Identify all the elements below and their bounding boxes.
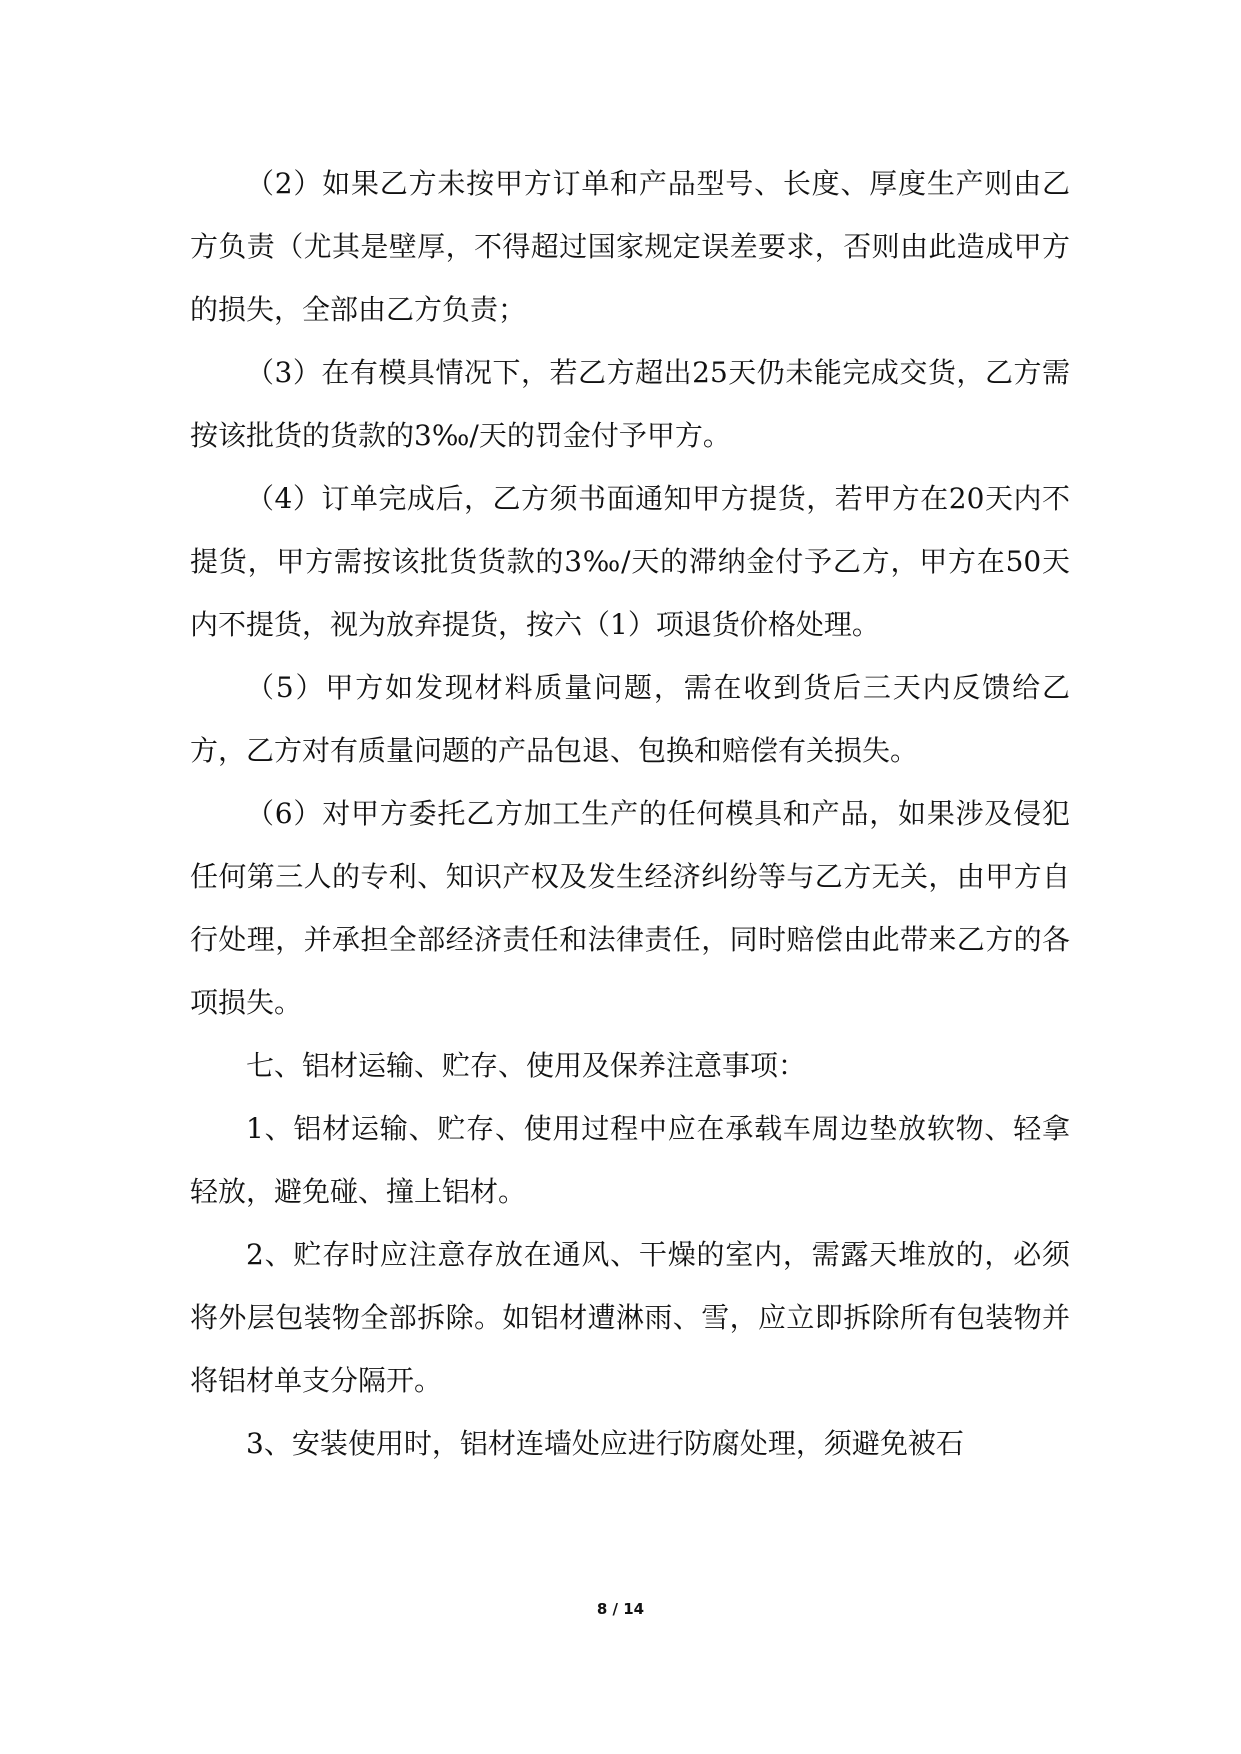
paragraph: （2）如果乙方未按甲方订单和产品型号、长度、厚度生产则由乙方负责（尤其是壁厚，不得超过国家规定误差要求，否则由此造成甲方的损失，全部由乙方负责；	[190, 167, 1070, 326]
body-text	[190, 152, 1070, 1475]
paragraph: 1、铝材运输、贮存、使用过程中应在承载车周边垫放软物、轻拿轻放，避免碰、撞上铝材。	[190, 1112, 1070, 1208]
paragraph: 2、贮存时应注意存放在通风、干燥的室内，需露天堆放的，必须将外层包装物全部拆除。如铝材遭淋雨、雪，应立即拆除所有包装物并将铝材单支分隔开。	[190, 1238, 1070, 1397]
paragraph: （4）订单完成后，乙方须书面通知甲方提货，若甲方在20天内不提货，甲方需按该批货货款的3‰/天的滞纳金付予乙方，甲方在50天内不提货，视为放弃提货，按六（1）项退货价格处理。	[190, 482, 1070, 641]
paragraph: （3）在有模具情况下，若乙方超出25天仍未能完成交货，乙方需按该批货的货款的3‰/天的罚金付予甲方。	[190, 356, 1070, 452]
paragraph: （6）对甲方委托乙方加工生产的任何模具和产品，如果涉及侵犯任何第三人的专利、知识产权及发生经济纠纷等与乙方无关，由甲方自行处理，并承担全部经济责任和法律责任，同时赔偿由此带来乙方的各项损失。	[190, 797, 1070, 1019]
page-number: 8 / 14	[596, 1600, 645, 1618]
section-heading: 七、铝材运输、贮存、使用及保养注意事项：	[246, 1049, 807, 1082]
paragraph: （5）甲方如发现材料质量问题，需在收到货后三天内反馈给乙方，乙方对有质量问题的产品包退、包换和赔偿有关损失。	[190, 671, 1070, 767]
paragraph: 3、安装使用时，铝材连墙处应进行防腐处理，须避免被石	[246, 1427, 964, 1460]
